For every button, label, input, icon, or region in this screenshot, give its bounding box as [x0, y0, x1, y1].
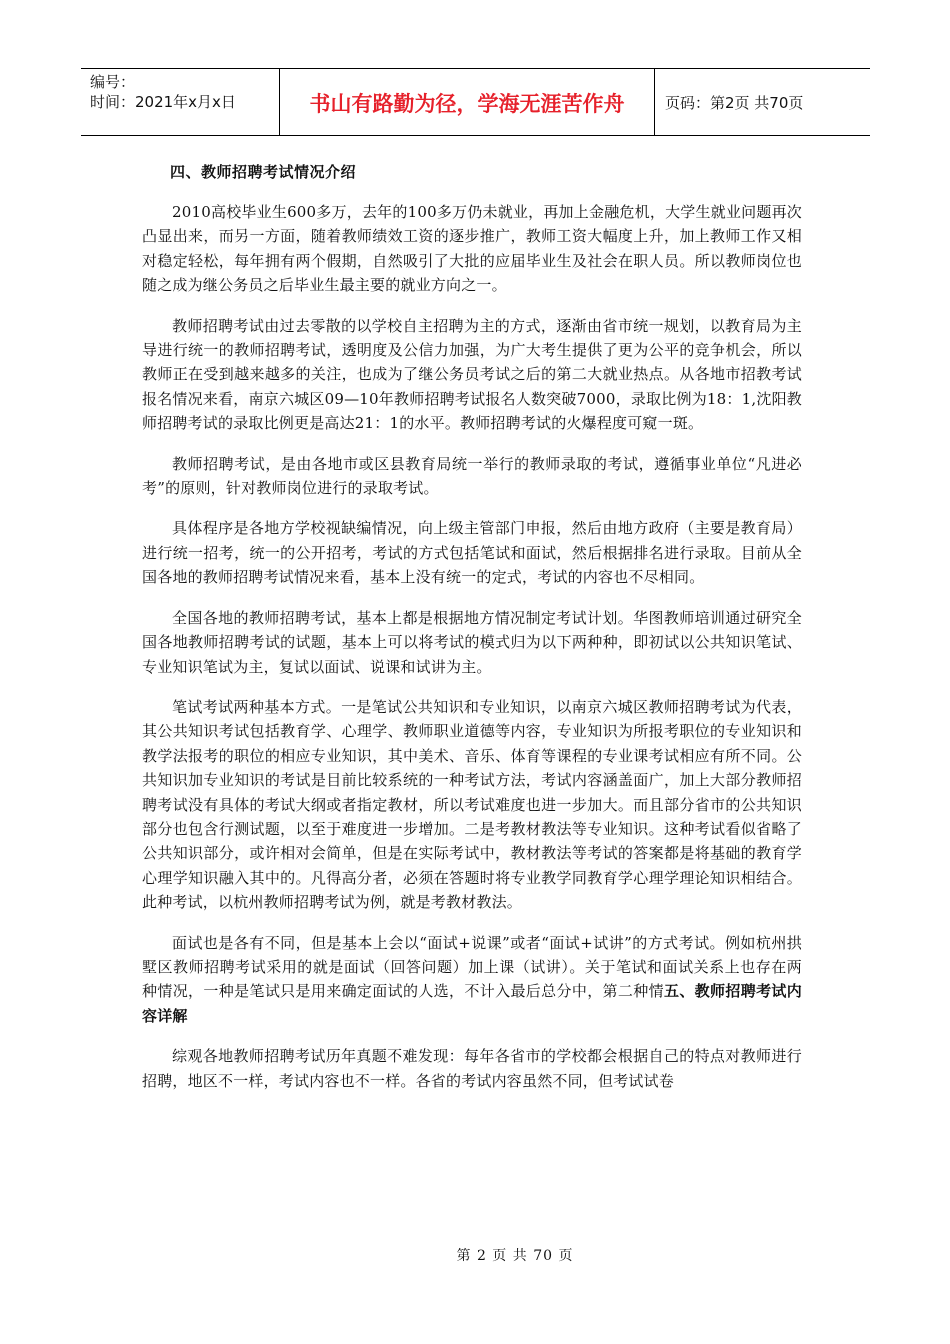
page-number-label: 页码：第2页 共70页 [665, 94, 804, 112]
interview-paragraph [142, 931, 802, 1029]
paragraph: 具体程序是各地方学校视缺编情况，向上级主管部门申报，然后由地方政府（主要是教育局）进行统一招考，统一的公开招考，考试的方式包括笔试和面试，然后根据排名进行录取。目前从全国各地的教师招聘考试情况来看，基本上没有统一的定式，考试的内容也不尽相同。 [142, 519, 802, 587]
paragraph: 教师招聘考试，是由各地市或区县教育局统一举行的教师录取的考试，遵循事业单位“凡进必考”的原则，针对教师岗位进行的录取考试。 [142, 454, 802, 498]
page-header [81, 68, 870, 136]
paragraph: 2010高校毕业生600多万，去年的100多万仍未就业，再加上金融危机，大学生就业问题再次凸显出来，而另一方面，随着教师绩效工资的逐步推广，教师工资大幅度上升，加上教师工作又相对稳定轻松，每年拥有两个假期，自然吸引了大批的应届毕业生及社会在职人员。所以教师岗位也随之成为继公务员之后毕业生最主要的就业方向之一。 [142, 203, 802, 295]
interview-text: 面试也是各有不同，但是基本上会以“面试+说课”或者“面试+试讲”的方式考试。例如杭州拱墅区教师招聘考试采用的就是面试（回答问题）加上课（试讲）。关于笔试和面试关系上也存在两种情况，一种是笔试只是用来确定面试的人选，不计入最后总分中，第二种情 [142, 933, 802, 1001]
paragraph: 笔试考试两种基本方式。一是笔试公共知识和专业知识，以南京六城区教师招聘考试为代表，其公共知识考试包括教育学、心理学、教师职业道德等内容，专业知识为所报考职位的专业知识和教学法报考的职位的相应专业知识，其中美术、音乐、体育等课程的专业课考试相应有所不同。公共知识加专业知识的考试是目前比较系统的一种考试方法，考试内容涵盖面广，加上大部分教师招聘考试没有具体的考试大纲或者指定教材，所以考试难度也进一步加大。而且部分省市的公共知识部分也包含行测试题，以至于难度进一步增加。二是考教材教法等专业知识。这种考试看似省略了公共知识部分，或许相对会简单，但是在实际考试中，教材教法等考试的答案都是将基础的教育学心理学知识融入其中的。凡得高分者，必须在答题时将专业教学同教育学心理学理论知识相结合。此种考试，以杭州教师招聘考试为例，就是考教材教法。 [142, 697, 802, 912]
document-body [142, 160, 802, 1109]
header-motto-cell [280, 69, 655, 135]
section-heading-inline: 五、教师招聘考试内容详解 [142, 982, 802, 1025]
page-footer: 第 2 页 共 70 页 [456, 1248, 574, 1264]
paragraph: 综观各地教师招聘考试历年真题不难发现：每年各省市的学校都会根据自己的特点对教师进行招聘，地区不一样，考试内容也不一样。各省的考试内容虽然不同，但考试试卷 [142, 1047, 802, 1090]
section-heading: 四、教师招聘考试情况介绍 [170, 163, 357, 181]
paragraph: 教师招聘考试由过去零散的以学校自主招聘为主的方式，逐渐由省市统一规划，以教育局为主导进行统一的教师招聘考试，透明度及公信力加强，为广大考生提供了更为公平的竞争机会，所以教师正在受到越来越多的关注，也成为了继公务员考试之后的第二大就业热点。从各地市招教考试报名情况来看，南京六城区09—10年教师招聘考试报名人数突破7000，录取比例为18：1,沈阳教师招聘考试的录取比例更是高达21：1的水平。教师招聘考试的火爆程度可窥一斑。 [142, 316, 802, 433]
header-info-cell [81, 69, 280, 135]
header-page-cell [655, 69, 870, 135]
time-label: 时间：2021年x月x日 [90, 93, 236, 111]
serial-label: 编号： [90, 73, 136, 91]
paragraph: 全国各地的教师招聘考试，基本上都是根据地方情况制定考试计划。华图教师培训通过研究全国各地教师招聘考试的试题，基本上可以将考试的模式归为以下两种种，即初试以公共知识笔试、专业知识笔试为主，复试以面试、说课和试讲为主。 [142, 608, 802, 676]
motto: 书山有路勤为径，学海无涯苦作舟 [309, 92, 625, 116]
